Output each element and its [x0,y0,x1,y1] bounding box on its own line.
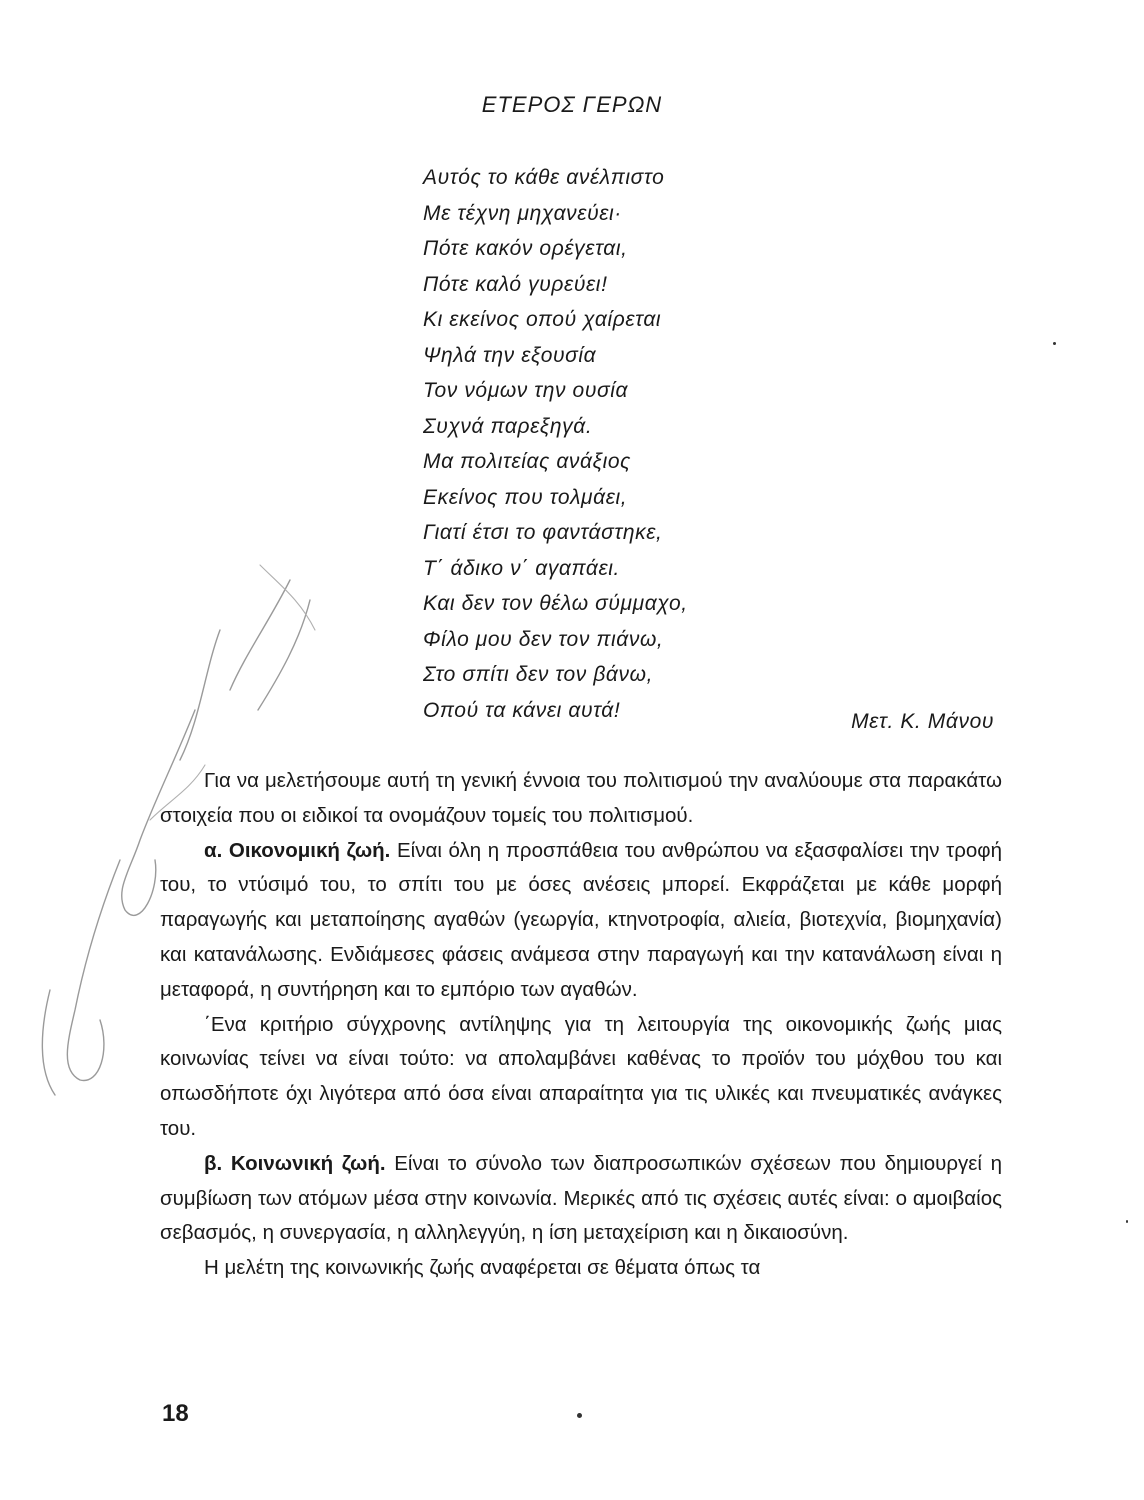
handwritten-signature [30,560,330,1120]
scan-speck [577,1413,582,1418]
poem-line: Τ΄ άδικο ν΄ αγαπάει. [423,556,620,580]
poem-line: Κι εκείνος οπού χαίρεται [423,308,662,331]
poem [423,160,843,728]
intro-paragraph: Για να μελετήσουμε αυτή τη γενική έννοια του πολιτισμού την αναλύουμε στα παρακάτω στοιχεία που οι ειδικοί τα ονομάζουν τομείς του πολιτισμού. [160,769,1002,827]
poem-title: ΕΤΕΡΟΣ ΓΕΡΩΝ [481,92,663,117]
poem-line: Πότε κακόν ορέγεται, [423,237,628,260]
social-life-text: Είναι το σύνολο των διαπροσωπικών σχέσεων που δημιουργεί η συμβίωση των ατόμων μέσα στην κοινωνία. Μερικές από τις σχέσεις αυτές είναι: ο αμοιβαίος σεβασμός, η συνεργασία, η αλληλεγγύη, η ίση μεταχείριση και η δικαιοσύνη. [160,1151,1002,1245]
poem-line: Γιατί έτσι το φαντάστηκε, [423,521,663,544]
social-study-paragraph: Η μελέτη της κοινωνικής ζωής αναφέρεται σε θέματα όπως τα [204,1256,761,1280]
economic-life-text: Είναι όλη η προσπάθεια του ανθρώπου να εξασφαλίσει την τροφή του, το ντύσιμό του, το σπίτι του με όσες ανέσεις μπορεί. Εκφράζεται με κάθε μορφή παραγωγής και μεταποίησης αγαθών (γεωργία, κτηνοτροφία, αλιεία, βιοτεχνία, βιομηχανία) και κατανάλωσης. Ενδιάμεσες φάσεις ανάμεσα στην παραγωγή και την κατανάλωση είναι η μεταφορά, η συντήρηση και το εμπόριο των αγαθών. [160,838,1002,1001]
poem-line: Με τέχνη μηχανεύει· [423,201,622,225]
poem-line: Τον νόμων την ουσία [423,379,629,402]
poem-line: Μα πολιτείας ανάξιος [423,450,631,473]
translator-credit: Μετ. Κ. Μάνου [851,710,994,733]
economic-life-heading: α. Οικονομική ζωή. [204,838,391,862]
poem-line: Πότε καλό γυρεύει! [423,272,608,296]
criterion-paragraph: ΄Ενα κριτήριο σύγχρονης αντίληψης για τη λειτουργία της οικονομικής ζωής μιας κοινωνίας τείνει να είναι τούτο: να απολαμβάνει καθένας το προϊόν του μόχθου του και οπωσδήποτε όχι λιγότερα από όσα είναι απαραίτητα για τις υλικές και πνευματικές ανάγκες του. [160,1012,1002,1140]
poem-line: Συχνά παρεξηγά. [423,414,593,438]
poem-line: Και δεν τον θέλω σύμμαχο, [423,592,688,615]
scan-speck [1126,1220,1128,1223]
scan-speck [1053,342,1056,345]
social-life-paragraph [160,1147,1002,1251]
poem-line: Φίλο μου δεν τον πιάνω, [423,627,664,651]
poem-line: Εκείνος που τολμάει, [423,485,628,509]
poem-line: Αυτός το κάθε ανέλπιστο [423,166,665,189]
poem-line: Οπού τα κάνει αυτά! [423,698,621,722]
poem-line: Στο σπίτι δεν τον βάνω, [423,663,654,686]
poem-line: Ψηλά την εξουσία [423,343,597,367]
page-number: 18 [162,1400,189,1427]
social-life-heading: β. Κοινωνική ζωή. [204,1151,386,1175]
